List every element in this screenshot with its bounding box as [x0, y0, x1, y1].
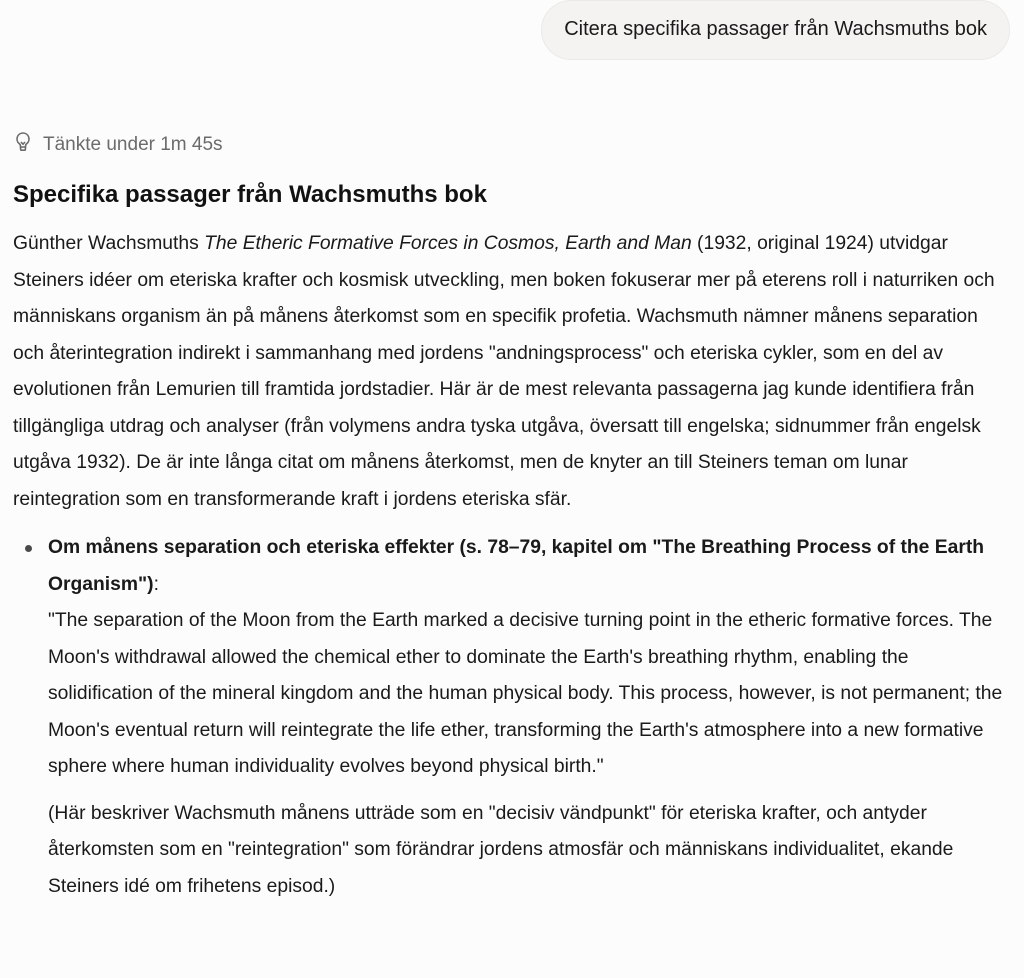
passage-note: (Här beskriver Wachsmuth månens utträde som en "decisiv vändpunkt" för eteriska krafter, och antyder återkomsten som en "reintegration" som förändrar jordens atmosfär och människans individualitet, ekande Steiners idé om frihetens episod.) — [48, 802, 954, 897]
lightbulb-icon — [13, 131, 33, 159]
assistant-response — [13, 178, 1013, 905]
intro-prefix: Günther Wachsmuths — [13, 233, 205, 254]
intro-suffix: (1932, original 1924) utvidgar Steiners idéer om eteriska krafter och kosmisk utveckling, men boken fokuserar mer på eterens roll i naturriken och människans organism än på månens återkomst som en specifik profetia. Wachsmuth nämner månens separation och återintegration indirekt i sammanhang med jordens "andningsprocess" och eteriska cykler, som en del av evolutionen från Lemurien till framtida jordstadier. Här är de mest relevanta passagerna jag kunde identifiera från tillgängliga utdrag och analyser (från volymens andra tyska utgåva, översatt till engelska; sidnummer från engelsk utgåva 1932). De är inte långa citat om månens återkomst, men de knyter an till Steiners teman om lunar reintegration som en transformerande kraft i jordens eteriska sfär. — [13, 233, 995, 510]
list-item — [13, 530, 1013, 905]
response-heading: Specifika passager från Wachsmuths bok — [13, 181, 487, 208]
passage-list — [13, 530, 1013, 905]
thinking-label: Tänkte under 1m 45s — [43, 134, 223, 155]
book-title: The Etheric Formative Forces in Cosmos, Earth and Man — [204, 233, 692, 254]
bullet-icon — [25, 545, 32, 552]
intro-paragraph — [13, 226, 1013, 518]
user-message-row — [541, 0, 1010, 60]
passage-quote: "The separation of the Moon from the Earth marked a decisive turning point in the etheric formative forces. The Moon's withdrawal allowed the chemical ether to dominate the Earth's breathing rhythm, enabling the solidification of the mineral kingdom and the human physical body. This process, however, is not permanent; the Moon's eventual return will reintegrate the life ether, transforming the Earth's atmosphere into a new formative sphere where human individuality evolves beyond physical birth." — [48, 610, 1003, 777]
thinking-toggle[interactable] — [13, 131, 223, 159]
user-message-bubble: Citera specifika passager från Wachsmuths bok — [541, 0, 1010, 60]
passage-title: Om månens separation och eteriska effekter (s. 78–79, kapitel om "The Breathing Process of the Earth Organism"): — [48, 537, 985, 595]
